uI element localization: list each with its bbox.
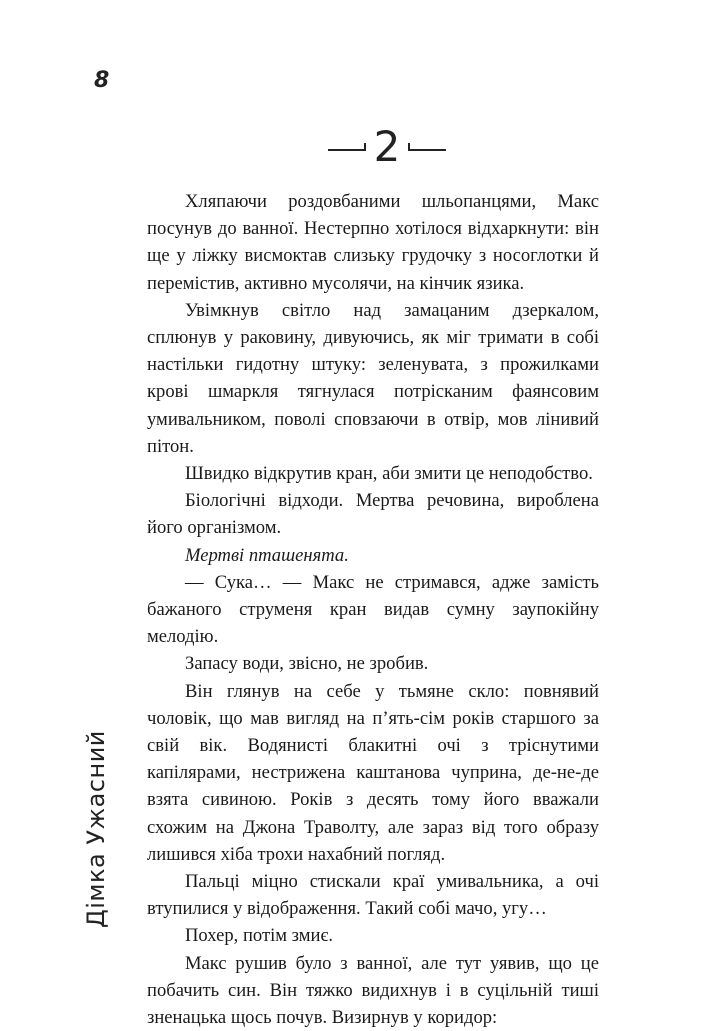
page-number: 8: [94, 68, 110, 93]
paragraph: Запасу води, звісно, не зробив.: [185, 653, 429, 675]
paragraph: Пальці міцно стискали краї умивальника, а очі втупилися у відображення. Такий собі мачо, угу…: [147, 871, 599, 920]
chapter-dash-right: [408, 149, 446, 151]
paragraph: Макс рушив було з ванної, але тут уявив, що це побачить син. Він тяжко видихнув і в суцільній тиші зненацька щось почув. Визирнув у коридор:: [147, 952, 599, 1029]
text-body: [147, 188, 599, 1031]
chapter-number: 2: [373, 122, 401, 171]
paragraph: Хляпаючи роздовбаними шльопанцями, Макс посунув до ванної. Нестерпно хотілося відхаркнути: він ще у ліжку висмоктав слизьку грудочку з носоглотки й перемістив, активно мусолячи, на кінчик язика.: [147, 191, 599, 294]
paragraph-italic: Мертві пташенята.: [185, 544, 349, 566]
paragraph: Похер, потім змиє.: [185, 925, 334, 947]
chapter-heading: [328, 120, 446, 176]
paragraph: Увімкнув світло над замацаним дзеркалом, сплюнув у раковину, дивуючись, як міг тримати в собі настільки гидотну штуку: зеленувата, з прожилками крові шмаркля тягнулася потрісканим фаянсовим умивальником, поволі сповзаючи в отвір, мов лінивий пітон.: [147, 299, 599, 457]
paragraph: Швидко відкрутив кран, аби змити це неподобство.: [185, 463, 593, 485]
paragraph: — Сука… — Макс не стримався, адже замість бажаного струменя кран видав сумну заупокійну мелодію.: [147, 571, 599, 648]
running-title: Дімка Ужасний: [82, 730, 110, 928]
paragraph: Він глянув на себе у тьмяне скло: повнявий чоловік, що мав вигляд на п’ять-сім років старшого за свій вік. Водянисті блакитні очі з тріснутими капілярами, нестрижена каштанова чуприна, де-не-де взята сивиною. Років з десять тому його вважали схожим на Джона Траволту, але зараз від того образу лишився хіба трохи нахабний погляд.: [147, 680, 599, 865]
paragraph: Біологічні відходи. Мертва речовина, вироблена його організмом.: [147, 490, 599, 539]
